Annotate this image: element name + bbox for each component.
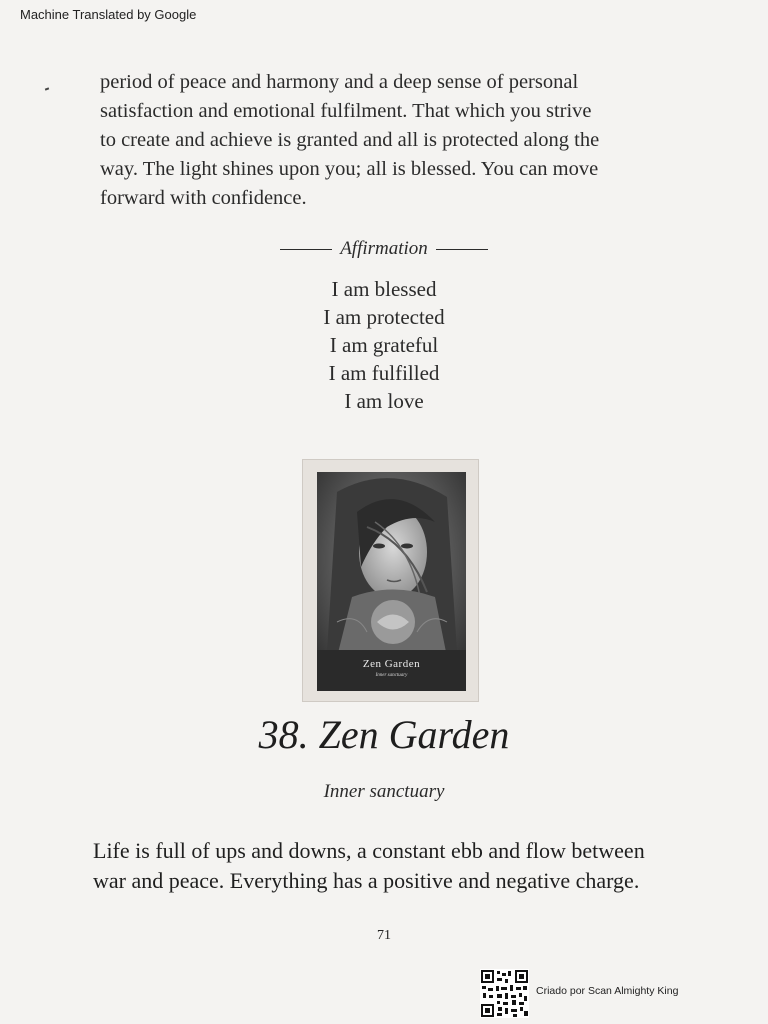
- qr-caption: Criado por Scan Almighty King: [536, 985, 679, 997]
- intro-paragraph-line: Life is full of ups and downs, a constant ebb and flow between: [93, 838, 645, 863]
- qr-code-graphic: [480, 969, 529, 1018]
- affirmation-heading-text: Affirmation: [340, 238, 428, 259]
- affirmation-list: [0, 275, 768, 415]
- body-paragraph: [100, 68, 700, 213]
- card-title: Zen Garden: [362, 658, 421, 670]
- card-artwork: [317, 472, 466, 691]
- affirmation-line: I am blessed: [331, 277, 437, 301]
- machine-translation-banner: Machine Translated by Google: [20, 7, 197, 22]
- affirmation-line: I am grateful: [329, 333, 439, 357]
- body-paragraph-line: forward with confidence.: [100, 187, 307, 209]
- body-paragraph-line: period of peace and harmony and a deep sense of personal: [100, 71, 579, 93]
- intro-paragraph: [93, 836, 703, 896]
- card-subtitle: Inner sanctuary: [375, 673, 408, 678]
- affirmation-line: I am love: [344, 389, 424, 413]
- chapter-subtitle: Inner sanctuary: [323, 781, 445, 802]
- affirmation-line: I am protected: [323, 305, 445, 329]
- body-paragraph-line: way. The light shines upon you; all is blessed. You can move: [100, 158, 599, 180]
- affirmation-heading: [0, 238, 768, 260]
- heading-rule-left: [280, 249, 332, 250]
- body-paragraph-line: to create and achieve is granted and all is protected along the: [100, 129, 600, 151]
- chapter-title: 38. Zen Garden: [258, 712, 510, 757]
- qr-code: [480, 969, 529, 1018]
- oracle-card-image: [302, 459, 479, 702]
- body-paragraph-line: satisfaction and emotional fulfilment. That which you strive: [100, 100, 592, 122]
- heading-rule-right: [436, 249, 488, 250]
- affirmation-line: I am fulfilled: [328, 361, 440, 385]
- stray-mark: [45, 87, 49, 90]
- page-number: 71: [377, 928, 391, 943]
- intro-paragraph-line: war and peace. Everything has a positive and negative charge.: [93, 868, 640, 893]
